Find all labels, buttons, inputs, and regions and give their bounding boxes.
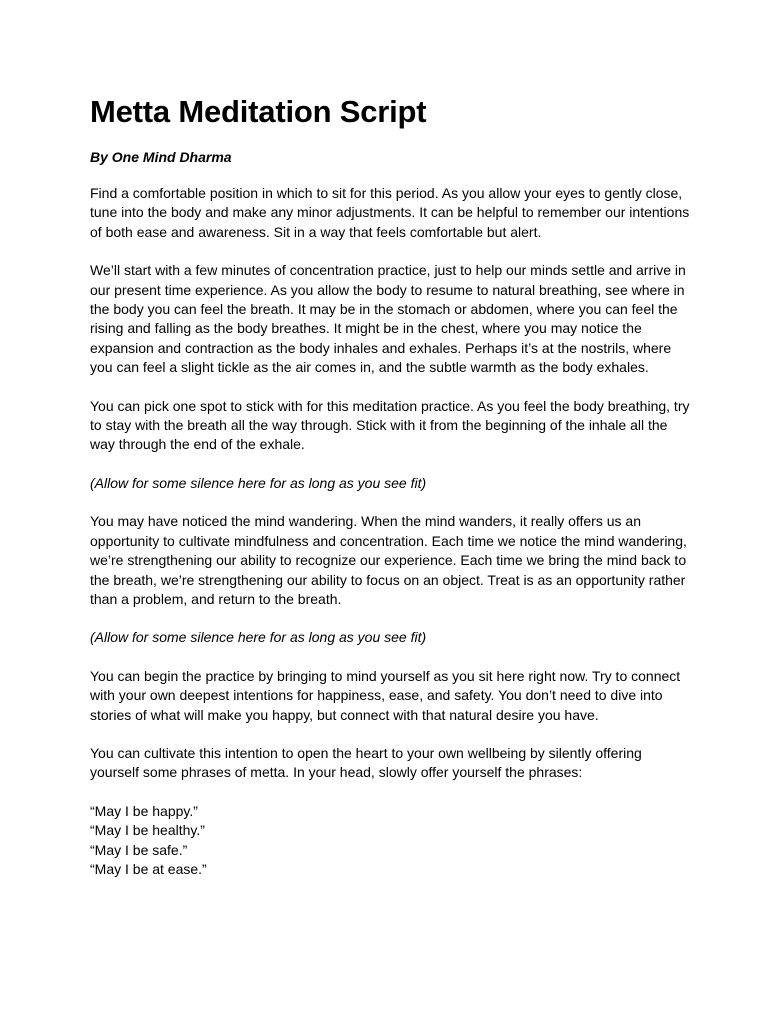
metta-phrases-list [90,802,690,880]
silence-note: (Allow for some silence here for as long as you see fit) [90,474,427,491]
paragraph-mind-wandering: You may have noticed the mind wandering. When the mind wanders, it really offers us an opportunity to cultivate mindfulness and concentration. Each time we notice the mind wandering, we’re strengthening our ability to recognize our experience. Each time we bring the mind back to the breath, we’re strengthening our ability to focus on an object. Treat is as an opportunity rather than a problem, and return to the breath. [90,513,687,607]
paragraph-concentration: We’ll start with a few minutes of concentration practice, just to help our minds settle and arrive in our present time experience. As you allow the body to resume to natural breathing, see where in the body you can feel the breath. It may be in the stomach or abdomen, where you can feel the rising and falling as the body breathes. It might be in the chest, where you may notice the expansion and contraction as the body inhales and exhales. Perhaps it’s at the nostrils, where you can feel a slight tickle as the air comes in, and the subtle warmth as the body exhales. [90,262,686,376]
paragraph-cultivate-intention: You can cultivate this intention to open the heart to your own wellbeing by silently offering yourself some phrases of metta. In your head, slowly offer yourself the phrases: [90,744,642,781]
metta-phrase: “May I be at ease.” [90,860,207,877]
metta-phrase: “May I be happy.” [90,802,198,819]
document-title: Metta Meditation Script [90,94,427,129]
author-byline: By One Mind Dharma [90,149,232,165]
metta-phrase: “May I be safe.” [90,841,188,858]
document-page [90,92,690,879]
metta-phrase: “May I be healthy.” [90,822,205,839]
paragraph-begin-practice: You can begin the practice by bringing to mind yourself as you sit here right now. Try to connect with your own deepest intentions for happiness, ease, and safety. You don’t need to dive into stories of what will make you happy, but connect with that natural desire you have. [90,667,681,723]
paragraph-intro: Find a comfortable position in which to sit for this period. As you allow your eyes to gently close, tune into the body and make any minor adjustments. It can be helpful to remember our intentions of both ease and awareness. Sit in a way that feels comfortable but alert. [90,185,690,240]
silence-note: (Allow for some silence here for as long as you see fit) [90,629,427,646]
paragraph-breath-spot: You can pick one spot to stick with for this meditation practice. As you feel the body breathing, try to stay with the breath all the way through. Stick with it from the beginning of the inhale all the way through the end of the exhale. [90,397,690,453]
